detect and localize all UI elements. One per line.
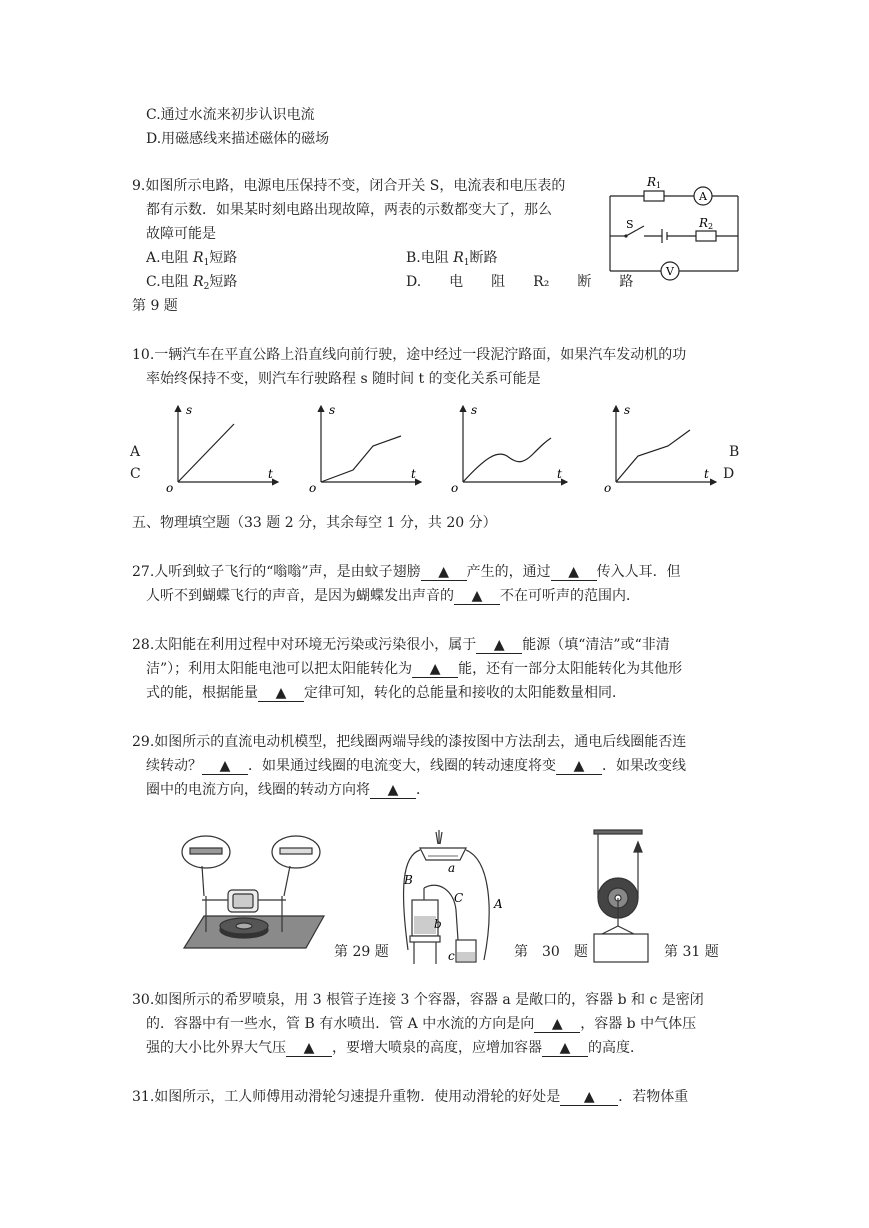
svg-text:B: B [404, 873, 413, 887]
answer-blank[interactable]: ▲ [202, 758, 248, 775]
q28-line3: 式的能，根据能量 ▲ 定律可知，转化的总能量和接收的太阳能数量相同． [146, 685, 626, 701]
answer-blank[interactable]: ▲ [370, 782, 416, 799]
q9-option-b: B.电阻 $R_1$断路 [406, 250, 498, 268]
q30-line1: 30.如图所示的希罗喷泉，用 3 根管子连接 3 个容器，容器 a 是敞口的，容器 b 和 c 是密闭 [132, 992, 704, 1008]
svg-text:A: A [699, 190, 707, 203]
q29-line2: 续转动？ ▲ ．如果通过线圈的电流变大，线圈的转动速度将变 ▲ ．如果改变线 [146, 758, 686, 774]
svg-text:2: 2 [708, 222, 714, 231]
answer-blank[interactable]: ▲ [534, 1016, 580, 1033]
q29-motor-figure [178, 830, 328, 962]
svg-text:s: s [471, 403, 478, 417]
q10-graph-b [303, 398, 428, 496]
q30-caption: 第 30 题 [514, 944, 588, 960]
q10-label-d: D [723, 466, 735, 482]
q9-option-c: C.电阻 $R_2$短路 [146, 274, 238, 292]
q31-line1: 31.如图所示，工人师傅用动滑轮匀速提升重物．使用动滑轮的好处是 ▲ ．若物体重 [132, 1089, 689, 1105]
svg-text:s: s [624, 403, 631, 417]
svg-text:a: a [448, 861, 456, 875]
svg-text:o: o [604, 481, 612, 495]
svg-text:t: t [704, 467, 709, 481]
answer-blank[interactable]: ▲ [551, 564, 597, 581]
var-r: R [193, 250, 204, 266]
svg-text:1: 1 [656, 181, 662, 190]
q10-graph-d [598, 398, 723, 496]
q28-line2: 洁”）；利用太阳能电池可以把太阳能转化为 ▲ 能，还有一部分太阳能转化为其他形 [146, 661, 683, 677]
answer-blank[interactable]: ▲ [454, 588, 500, 605]
answer-blank[interactable]: ▲ [560, 1089, 618, 1106]
q30-fountain-figure [398, 830, 508, 965]
answer-blank[interactable]: ▲ [542, 1040, 588, 1057]
q10-stem-line1: 10.一辆汽车在平直公路上沿直线向前行驶，途中经过一段泥泞路面，如果汽车发动机的功 [132, 347, 687, 363]
svg-text:t: t [268, 467, 273, 481]
q10-graph-a [160, 398, 285, 496]
resistor-r1 [644, 191, 664, 201]
q29-line1: 29.如图所示的直流电动机模型，把线圈两端导线的漆按图中方法刮去，通电后线圈能否连 [132, 734, 687, 750]
q9-option-a: A.电阻 $R_1$短路 [146, 250, 238, 268]
q9-circuit-diagram [600, 172, 745, 282]
answer-blank[interactable]: ▲ [556, 758, 602, 775]
svg-text:R: R [699, 216, 709, 230]
svg-text:V: V [666, 265, 674, 278]
svg-text:A: A [494, 897, 503, 911]
svg-text:t: t [557, 467, 562, 481]
resistor-r2 [696, 231, 716, 241]
q29-line3: 圈中的电流方向，线圈的转动方向将 ▲ ． [146, 782, 430, 798]
svg-text:b: b [434, 917, 442, 931]
svg-text:C: C [454, 891, 464, 905]
q30-line3: 强的大小比外界大气压 ▲ ，要增大喷泉的高度，应增加容器 ▲ 的高度． [146, 1040, 644, 1056]
q10-graph-c [445, 398, 575, 496]
answer-blank[interactable]: ▲ [286, 1040, 332, 1057]
q29-caption: 第 29 题 [334, 944, 389, 960]
q10-label-c: C [130, 466, 141, 482]
q31-caption: 第 31 题 [664, 944, 719, 960]
svg-text:o: o [166, 481, 174, 495]
answer-blank[interactable]: ▲ [421, 564, 467, 581]
q9-stem-line1: 9.如图所示电路，电源电压保持不变，闭合开关 S，电流表和电压表的 [132, 178, 566, 194]
q9-caption: 第 9 题 [132, 298, 178, 314]
q10-label-b: B [729, 444, 740, 460]
svg-text:R: R [647, 175, 657, 189]
q9-stem-line2: 都有示数．如果某时刻电路出现故障，两表的示数都变大了，那么 [146, 202, 552, 218]
answer-blank[interactable]: ▲ [476, 637, 522, 654]
svg-text:c: c [448, 949, 455, 963]
svg-text:o: o [451, 481, 459, 495]
answer-blank[interactable]: ▲ [412, 661, 458, 678]
section-5-heading: 五、物理填空题（33 题 2 分，其余每空 1 分，共 20 分） [132, 515, 497, 531]
q31-pulley-figure [590, 826, 660, 964]
q27-line2: 人听不到蝴蝶飞行的声音，是因为蝴蝶发出声音的 ▲ 不在可听声的范围内． [146, 588, 640, 604]
q8-option-c: C.通过水流来初步认识电流 [146, 107, 315, 123]
svg-text:o: o [309, 481, 317, 495]
q28-line1: 28.太阳能在利用过程中对环境无污染或污染很小，属于 ▲ 能源（填“清洁”或“非清 [132, 637, 670, 653]
q9-option-d: D. 电 阻 R₂ 断 路 [406, 274, 634, 290]
svg-text:t: t [411, 467, 416, 481]
answer-blank[interactable]: ▲ [258, 685, 304, 702]
svg-text:s: s [186, 403, 193, 417]
svg-text:S: S [626, 218, 634, 231]
q30-line2: 的．容器中有一些水，管 B 有水喷出．管 A 中水流的方向是向 ▲ ，容器 b 中气体压 [146, 1016, 697, 1032]
q9-stem-line3: 故障可能是 [146, 226, 216, 242]
q27-line1: 27.人听到蚊子飞行的“嗡嗡”声，是由蚊子翅膀 ▲ 产生的，通过 ▲ 传入人耳．但 [132, 564, 681, 580]
svg-text:s: s [329, 403, 336, 417]
q8-option-d: D.用磁感线来描述磁体的磁场 [146, 131, 330, 147]
q10-stem-line2: 率始终保持不变，则汽车行驶路程 s 随时间 t 的变化关系可能是 [146, 371, 541, 387]
q10-label-a: A [130, 444, 141, 460]
